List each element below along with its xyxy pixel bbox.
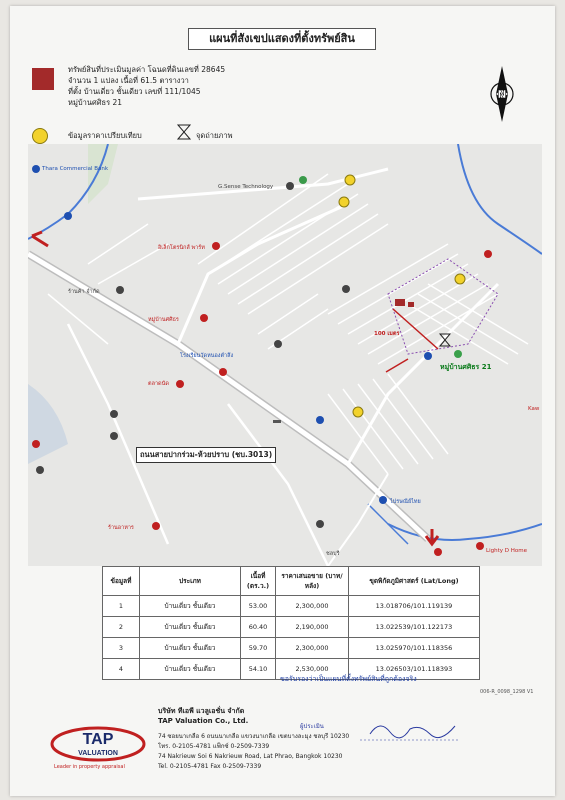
table-cell: บ้านเดี่ยว ชั้นเดียว [140, 596, 241, 617]
place-label: Thara Commercial Bank [42, 166, 109, 172]
legend-line-1: ทรัพย์สินที่ประเมินมูลค่า โฉนดที่ดินเลขที่ 28645 [68, 65, 226, 74]
place-label: โรงเรียนวัดหนองตำลึง [180, 353, 234, 359]
company-thai-name: บริษัท ทีเอพี แวลูเอชั่น จำกัด [158, 707, 245, 715]
logo-subtext: VALUATION [78, 750, 118, 757]
table-header-row [103, 567, 480, 596]
table-header: ขุดพิกัดภูมิศาสตร์ (Lat/Long) [349, 567, 480, 596]
company-tagline: Leader in property appraisal [54, 764, 125, 770]
comparables-table [102, 566, 480, 680]
table-row [103, 617, 480, 638]
property-marker-swatch [32, 68, 54, 90]
table-cell: บ้านเดี่ยว ชั้นเดียว [140, 659, 241, 680]
page-title: แผนที่สังเขปแสดงที่ตั้งทรัพย์สิน [188, 28, 376, 50]
photo-legend-label: จุดถ่ายภาพ [196, 131, 233, 140]
north-label: N [497, 88, 507, 101]
road-name-label: ถนนสายปากร่วม-ห้วยปราบ (ชบ.3013) [136, 447, 276, 463]
table-cell: 3 [103, 638, 140, 659]
table-cell: 1 [103, 596, 140, 617]
distance-label: 100 เมตร [374, 331, 400, 337]
comparable-marker [339, 197, 349, 207]
table-cell: 13.026503/101.118393 [349, 659, 480, 680]
place-label: Kaw [528, 406, 540, 412]
table-cell: 2,300,000 [276, 596, 349, 617]
logo-text: TAP [82, 731, 114, 748]
company-thai-address: 74 ซอยนาเกลือ 6 ถนนนาเกลือ แขวงนาเกลือ เขตบางละมุง ชลบุรี 10230 [158, 733, 350, 740]
table-cell: 2 [103, 617, 140, 638]
comparable-marker [345, 175, 355, 185]
comparable-marker [353, 407, 363, 417]
document-number: 006-R_0098_1298 V1 [480, 689, 534, 695]
place-label: หมู่บ้านศศิธร [148, 317, 179, 323]
place-label: ร้านค้า จำกัด [68, 289, 100, 295]
table-cell: 2,530,000 [276, 659, 349, 680]
place-label: ร้านอาหาร [108, 525, 134, 531]
photo-point-icon [177, 124, 191, 140]
legend-line-4: หมู่บ้านศศิธร 21 [68, 98, 123, 107]
comparable-legend-label: ข้อมูลราคาเปรียบเทียบ [68, 131, 142, 140]
location-map[interactable] [28, 144, 542, 566]
table-cell: 4 [103, 659, 140, 680]
village-pin [454, 350, 462, 358]
table-header: ราคาเสนอขาย (บาท/หลัง) [276, 567, 349, 596]
signer-label: ผู้ประเมิน [300, 723, 324, 730]
place-label: Lighty D Home [486, 548, 527, 554]
table-cell: 2,190,000 [276, 617, 349, 638]
property-description [68, 64, 225, 108]
company-en-address: 74 Nakrieuw Soi 6 Nakrieuw Road, Lat Phrao, Bangkok 10230 [158, 753, 343, 760]
property-village-label: หมู่บ้านศศิธร 21 [440, 363, 492, 371]
table-header: ประเภท [140, 567, 241, 596]
company-en-phone: Tel. 0-2105-4781 Fax 0-2509-7339 [158, 763, 262, 770]
table-cell: 13.018706/101.119139 [349, 596, 480, 617]
table-cell: 13.022539/101.122173 [349, 617, 480, 638]
comparable-marker-swatch [32, 128, 48, 144]
place-label: ตลาดนัด [148, 381, 169, 387]
legend-line-2: จำนวน 1 แปลง เนื้อที่ 61.5 ตารางวา [68, 76, 189, 85]
place-label: ชลบุรี [326, 551, 340, 557]
legend-line-3: ที่ตั้ง บ้านเดี่ยว ชั้นเดียว เลขที่ 111/1045 [68, 87, 201, 96]
table-cell: 54.10 [241, 659, 276, 680]
table-cell: บ้านเดี่ยว ชั้นเดียว [140, 617, 241, 638]
tap-valuation-logo [50, 722, 146, 766]
property-marker [395, 299, 405, 306]
table-cell: 2,300,000 [276, 638, 349, 659]
company-en-name: TAP Valuation Co., Ltd. [158, 717, 249, 725]
place-label: อิเล็กโตรนิกส์ พาร์ท [158, 245, 205, 251]
place-label: ไปรษณีย์ไทย [390, 499, 421, 505]
document-page [10, 6, 555, 796]
company-block [158, 706, 349, 772]
certification-note: ขอรับรองว่าเป็นแผนที่ตั้งทรัพย์สินที่ถูกต้องจริง [280, 675, 417, 683]
north-arrow-icon [482, 64, 522, 124]
table-header: ข้อมูลที่ [103, 567, 140, 596]
table-cell: บ้านเดี่ยว ชั้นเดียว [140, 638, 241, 659]
table-header: เนื้อที่ (ตร.ว.) [241, 567, 276, 596]
table-row [103, 596, 480, 617]
table-cell: 60.40 [241, 617, 276, 638]
table-cell: 13.025970/101.118356 [349, 638, 480, 659]
table-cell: 59.70 [241, 638, 276, 659]
table-cell: 53.00 [241, 596, 276, 617]
comparable-marker [455, 274, 465, 284]
place-label: G.Sense Technology [218, 184, 274, 190]
signature-image [360, 714, 460, 744]
table-row [103, 638, 480, 659]
company-thai-phone: โทร. 0-2105-4781 แฟ็กซ์ 0-2509-7339 [158, 743, 270, 750]
map-canvas [28, 144, 542, 566]
